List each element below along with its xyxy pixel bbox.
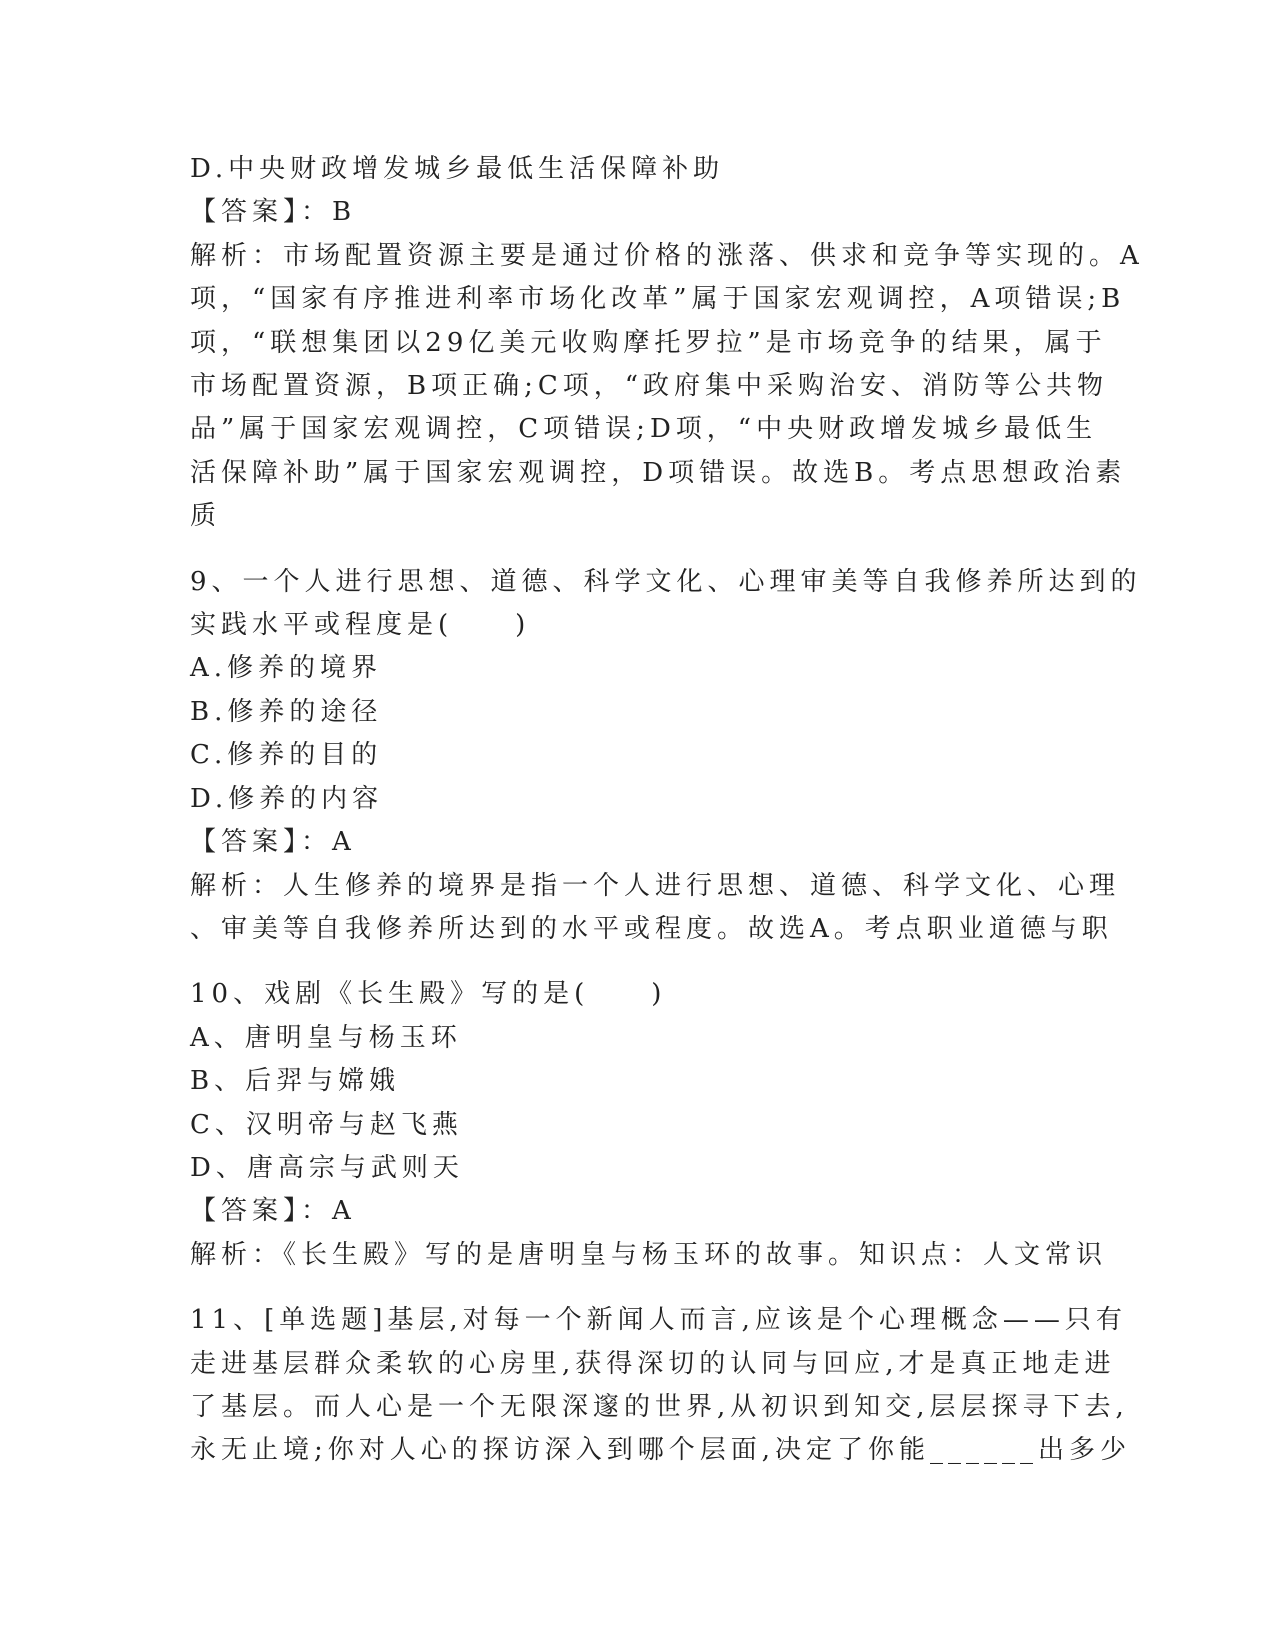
q10-option-b: B、后羿与嫦娥	[190, 1066, 401, 1097]
q10-explanation: 解析：《长生殿》写的是唐明皇与杨玉环的故事。知识点：人文常识	[190, 1239, 1108, 1270]
q8-explanation-line: 项，“联想集团以29亿美元收购摩托罗拉”是市场竞争的结果，属于	[190, 327, 1107, 358]
q8-explanation-line: 质	[190, 501, 222, 532]
q9-question-line: 实践水平或程度是( )	[190, 610, 531, 641]
document-page	[190, 148, 1144, 1473]
section-gap	[190, 951, 1090, 973]
question-9	[190, 561, 1142, 952]
question-8-tail	[190, 148, 1144, 539]
q10-answer: 【答案】：A	[190, 1196, 356, 1227]
q10-option-d: D、唐高宗与武则天	[190, 1152, 464, 1183]
q9-explanation-line: 解析：人生修养的境界是指一个人进行思想、道德、科学文化、心理	[190, 870, 1121, 901]
q9-option-d: D.修养的内容	[190, 783, 384, 814]
question-10	[190, 973, 1108, 1277]
q9-answer: 【答案】：A	[190, 827, 356, 858]
q8-explanation-line: 市场配置资源，B项正确;C项，“政府集中采购治安、消防等公共物	[190, 371, 1109, 402]
q9-option-c: C.修养的目的	[190, 740, 383, 771]
q11-question-line: 永无止境;你对人心的探访深入到哪个层面,决定了你能______出多少	[190, 1435, 1132, 1466]
q9-question-line: 9、一个人进行思想、道德、科学文化、心理审美等自我修养所达到的	[190, 566, 1142, 597]
q8-answer: 【答案】：B	[190, 197, 357, 228]
q8-explanation-line: 活保障补助”属于国家宏观调控，D项错误。故选B。考点思想政治素	[190, 457, 1127, 488]
q8-explanation-line: 品”属于国家宏观调控，C项错误;D项，“中央财政增发城乡最低生	[190, 414, 1098, 445]
question-11	[190, 1299, 1132, 1473]
q8-explanation-line: 项，“国家有序推进利率市场化改革”属于国家宏观调控，A项错误;B	[190, 284, 1126, 315]
q9-option-a: A.修养的境界	[190, 653, 383, 684]
q8-option-d: D.中央财政增发城乡最低生活保障补助	[190, 154, 725, 184]
q8-explanation-line: 解析：市场配置资源主要是通过价格的涨落、供求和竞争等实现的。A	[190, 240, 1144, 271]
q11-question-line: 走进基层群众柔软的心房里,获得深切的认同与回应,才是真正地走进	[190, 1348, 1116, 1379]
q10-option-c: C、汉明帝与赵飞燕	[190, 1109, 463, 1140]
q9-explanation-line: 、审美等自我修养所达到的水平或程度。故选A。考点职业道德与职	[190, 913, 1113, 944]
section-gap	[190, 1277, 1090, 1299]
q9-option-b: B.修养的途径	[190, 696, 383, 727]
q11-question-line: 11、[单选题]基层,对每一个新闻人而言,应该是个心理概念——只有	[190, 1305, 1127, 1336]
q10-option-a: A、唐明皇与杨玉环	[190, 1022, 462, 1053]
q11-question-line: 了基层。而人心是一个无限深邃的世界,从初识到知交,层层探寻下去,	[190, 1391, 1129, 1422]
q10-question: 10、戏剧《长生殿》写的是( )	[190, 979, 667, 1010]
section-gap	[190, 539, 1090, 561]
